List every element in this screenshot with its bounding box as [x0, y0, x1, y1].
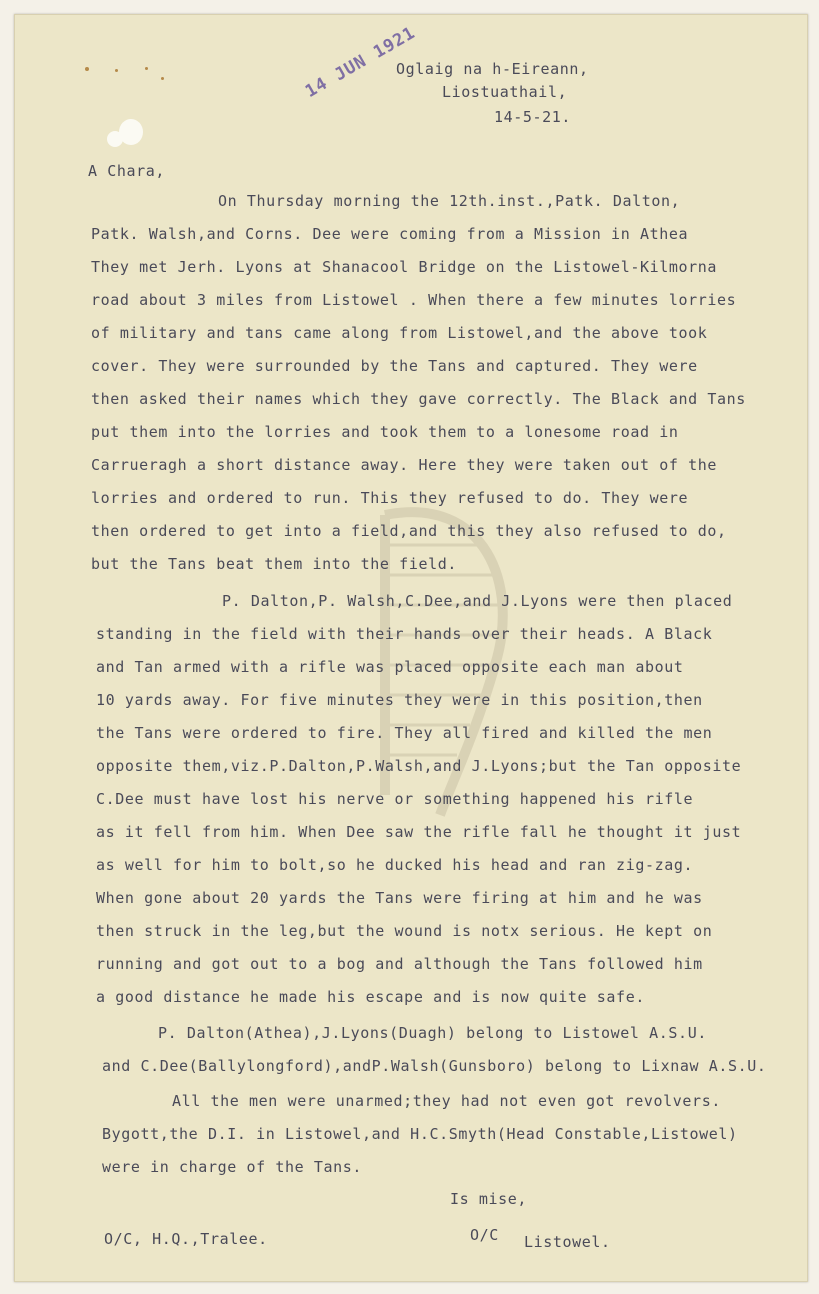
closing: Is mise,	[450, 1190, 528, 1208]
stain-speck	[115, 69, 118, 72]
body-line: a good distance he made his escape and is now quite safe.	[96, 988, 645, 1006]
header-line: Liostuathail,	[442, 83, 568, 101]
body-line: On Thursday morning the 12th.inst.,Patk. Dalton,	[218, 192, 681, 210]
body-line: as well for him to bolt,so he ducked his head and ran zig-zag.	[96, 856, 694, 874]
body-line: opposite them,viz.P.Dalton,P.Walsh,and J.Lyons;but the Tan opposite	[96, 757, 742, 775]
signatory-title: O/C	[470, 1226, 499, 1244]
body-line: of military and tans came along from Listowel,and the above took	[91, 324, 708, 342]
body-line: then ordered to get into a field,and this they also refused to do,	[91, 522, 727, 540]
body-line: Carrueragh a short distance away. Here they were taken out of the	[91, 456, 717, 474]
stain-speck	[145, 67, 148, 70]
date-received-stamp: 14 JUN 1921	[302, 22, 420, 103]
body-line: then asked their names which they gave correctly. The Black and Tans	[91, 390, 746, 408]
salutation: A Chara,	[88, 162, 166, 180]
body-line: standing in the field with their hands over their heads. A Black	[96, 625, 713, 643]
stain-speck	[161, 77, 164, 80]
body-line: as it fell from him. When Dee saw the rifle fall he thought it just	[96, 823, 742, 841]
signatory-place: Listowel.	[524, 1233, 611, 1251]
body-line: put them into the lorries and took them to a lonesome road in	[91, 423, 679, 441]
body-line: the Tans were ordered to fire. They all fired and killed the men	[96, 724, 713, 742]
body-line: P. Dalton(Athea),J.Lyons(Duagh) belong to Listowel A.S.U.	[158, 1024, 707, 1042]
body-line: P. Dalton,P. Walsh,C.Dee,and J.Lyons were then placed	[222, 592, 733, 610]
body-line: and C.Dee(Ballylongford),andP.Walsh(Gunsboro) belong to Lixnaw A.S.U.	[102, 1057, 767, 1075]
body-line: C.Dee must have lost his nerve or something happened his rifle	[96, 790, 694, 808]
addressee: O/C, H.Q.,Tralee.	[104, 1230, 268, 1248]
body-line: 10 yards away. For five minutes they were in this position,then	[96, 691, 703, 709]
body-line: but the Tans beat them into the field.	[91, 555, 457, 573]
body-line: All the men were unarmed;they had not even got revolvers.	[172, 1092, 721, 1110]
body-line: When gone about 20 yards the Tans were firing at him and he was	[96, 889, 703, 907]
body-line: lorries and ordered to run. This they refused to do. They were	[91, 489, 689, 507]
body-line: then struck in the leg,but the wound is notx serious. He kept on	[96, 922, 713, 940]
body-line: running and got out to a bog and although the Tans followed him	[96, 955, 703, 973]
body-line: They met Jerh. Lyons at Shanacool Bridge on the Listowel-Kilmorna	[91, 258, 717, 276]
header-line: Oglaig na h-Eireann,	[396, 60, 589, 78]
body-line: cover. They were surrounded by the Tans and captured. They were	[91, 357, 698, 375]
body-line: Patk. Walsh,and Corns. Dee were coming from a Mission in Athea	[91, 225, 689, 243]
stain-speck	[85, 67, 89, 71]
body-line: road about 3 miles from Listowel . When there a few minutes lorries	[91, 291, 737, 309]
letter-date: 14-5-21.	[494, 108, 572, 126]
body-line: and Tan armed with a rifle was placed opposite each man about	[96, 658, 684, 676]
body-line: were in charge of the Tans.	[102, 1158, 363, 1176]
body-line: Bygott,the D.I. in Listowel,and H.C.Smyth(Head Constable,Listowel)	[102, 1125, 738, 1143]
punch-hole	[119, 119, 143, 145]
